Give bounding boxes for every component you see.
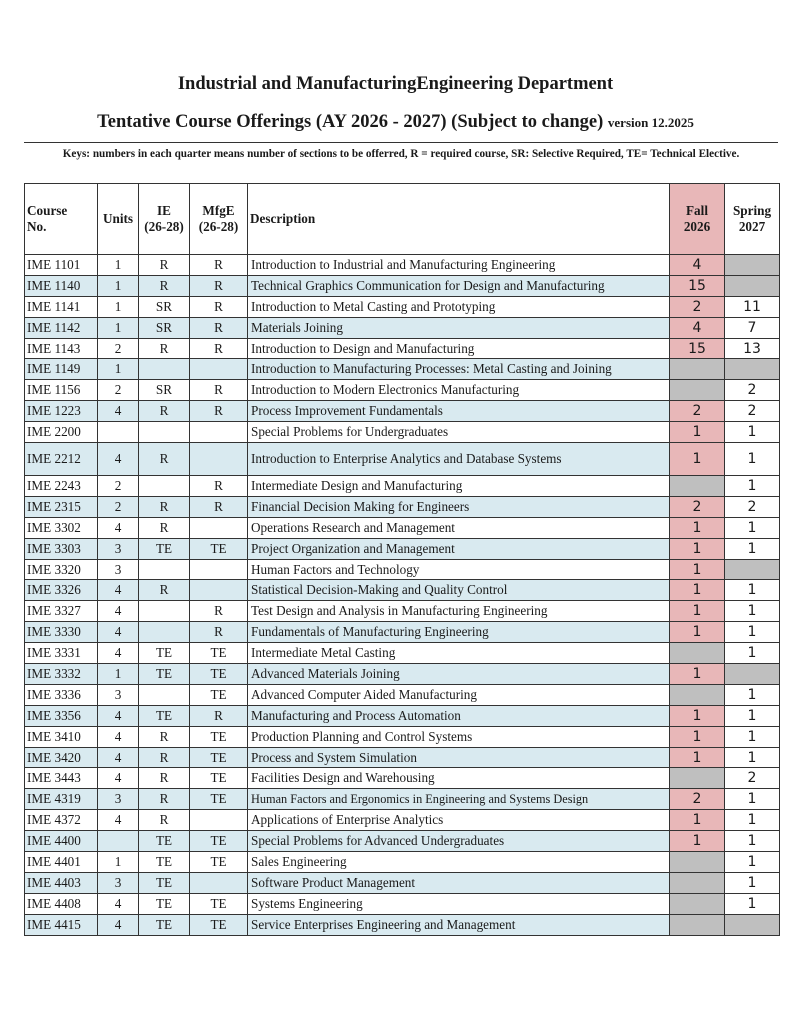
course-no-cell: IME 1149 <box>25 359 98 380</box>
mfge-cell <box>190 580 248 601</box>
course-no-cell: IME 3336 <box>25 684 98 705</box>
ie-cell: R <box>139 275 190 296</box>
offerings-title: Tentative Course Offerings (AY 2026 - 2027) (Subject to change) <box>97 112 604 132</box>
ie-cell: R <box>139 496 190 517</box>
units-cell: 4 <box>98 601 139 622</box>
table-row <box>25 422 780 443</box>
course-no-cell: IME 2212 <box>25 443 98 476</box>
table-row <box>25 852 780 873</box>
ie-cell: R <box>139 443 190 476</box>
ie-cell <box>139 359 190 380</box>
description-cell: Introduction to Industrial and Manufacturing Engineering <box>248 255 670 276</box>
course-no-cell: IME 1140 <box>25 275 98 296</box>
spring-sections-cell: 1 <box>725 622 780 643</box>
description-cell: Introduction to Manufacturing Processes: Metal Casting and Joining <box>248 359 670 380</box>
description-cell: Sales Engineering <box>248 852 670 873</box>
ie-cell: R <box>139 810 190 831</box>
description-cell: Introduction to Metal Casting and Prototyping <box>248 296 670 317</box>
table-row <box>25 317 780 338</box>
table-row <box>25 517 780 538</box>
department-title: Industrial and ManufacturingEngineering Department <box>177 74 614 94</box>
table-row <box>25 496 780 517</box>
mfge-cell: R <box>190 275 248 296</box>
spring-sections-cell: 1 <box>725 643 780 664</box>
units-cell: 1 <box>98 296 139 317</box>
units-cell: 1 <box>98 359 139 380</box>
mfge-cell: TE <box>190 768 248 789</box>
table-row <box>25 359 780 380</box>
spring-sections-cell: 2 <box>725 496 780 517</box>
spring-sections-cell: 1 <box>725 726 780 747</box>
spring-sections-cell <box>725 914 780 935</box>
course-no-cell: IME 2243 <box>25 476 98 497</box>
fall-sections-cell: 1 <box>670 664 725 685</box>
mfge-cell: TE <box>190 852 248 873</box>
units-cell: 4 <box>98 726 139 747</box>
units-cell: 4 <box>98 643 139 664</box>
course-no-cell: IME 4408 <box>25 893 98 914</box>
fall-sections-cell: 4 <box>670 255 725 276</box>
fall-sections-cell: 2 <box>670 789 725 810</box>
fall-sections-cell <box>670 893 725 914</box>
fall-sections-cell: 1 <box>670 747 725 768</box>
table-row <box>25 443 780 476</box>
keys-legend: Keys: numbers in each quarter means number of sections to be offerred, R = required course, SR: Selective Required, TE= Technical Elective. <box>62 148 740 160</box>
mfge-cell <box>190 810 248 831</box>
units-cell: 3 <box>98 559 139 580</box>
units-cell: 4 <box>98 747 139 768</box>
table-row <box>25 872 780 893</box>
mfge-cell: TE <box>190 893 248 914</box>
spring-sections-cell <box>725 559 780 580</box>
mfge-cell: R <box>190 476 248 497</box>
mfge-cell <box>190 422 248 443</box>
spring-sections-cell: 2 <box>725 380 780 401</box>
description-cell: Process Improvement Fundamentals <box>248 401 670 422</box>
fall-sections-cell: 1 <box>670 601 725 622</box>
ie-cell: R <box>139 726 190 747</box>
course-no-cell: IME 1223 <box>25 401 98 422</box>
table-row <box>25 296 780 317</box>
course-no-cell: IME 1141 <box>25 296 98 317</box>
col-course-no: Course No. <box>25 184 98 255</box>
units-cell: 4 <box>98 914 139 935</box>
course-no-cell: IME 3356 <box>25 705 98 726</box>
fall-sections-cell <box>670 476 725 497</box>
table-row <box>25 789 780 810</box>
col-description: Description <box>248 184 670 255</box>
description-cell: Operations Research and Management <box>248 517 670 538</box>
version-label: version 12.2025 <box>607 115 694 130</box>
description-cell: Facilities Design and Warehousing <box>248 768 670 789</box>
fall-sections-cell: 15 <box>670 338 725 359</box>
col-units: Units <box>98 184 139 255</box>
description-cell: Technical Graphics Communication for Design and Manufacturing <box>248 275 670 296</box>
units-cell: 4 <box>98 443 139 476</box>
title-divider <box>24 142 778 143</box>
description-cell: Special Problems for Advanced Undergraduates <box>248 831 670 852</box>
description-cell: Introduction to Modern Electronics Manufacturing <box>248 380 670 401</box>
ie-cell: TE <box>139 872 190 893</box>
ie-cell: TE <box>139 914 190 935</box>
mfge-cell: TE <box>190 789 248 810</box>
mfge-cell <box>190 872 248 893</box>
description-cell: Human Factors and Technology <box>248 559 670 580</box>
fall-sections-cell: 1 <box>670 622 725 643</box>
table-row <box>25 705 780 726</box>
description-cell: Materials Joining <box>248 317 670 338</box>
units-cell: 4 <box>98 580 139 601</box>
mfge-cell: TE <box>190 726 248 747</box>
mfge-cell: TE <box>190 831 248 852</box>
fall-sections-cell: 2 <box>670 496 725 517</box>
spring-sections-cell: 1 <box>725 747 780 768</box>
fall-sections-cell: 1 <box>670 559 725 580</box>
fall-sections-cell: 1 <box>670 831 725 852</box>
table-row <box>25 401 780 422</box>
ie-cell <box>139 422 190 443</box>
fall-sections-cell: 4 <box>670 317 725 338</box>
description-cell: Special Problems for Undergraduates <box>248 422 670 443</box>
units-cell: 3 <box>98 538 139 559</box>
mfge-cell <box>190 559 248 580</box>
spring-sections-cell: 11 <box>725 296 780 317</box>
ie-cell <box>139 684 190 705</box>
units-cell: 2 <box>98 496 139 517</box>
units-cell <box>98 831 139 852</box>
ie-cell: R <box>139 768 190 789</box>
mfge-cell: R <box>190 255 248 276</box>
spring-sections-cell: 1 <box>725 789 780 810</box>
spring-sections-cell: 1 <box>725 684 780 705</box>
page-title <box>0 112 791 133</box>
mfge-cell: TE <box>190 747 248 768</box>
course-no-cell: IME 3302 <box>25 517 98 538</box>
mfge-cell: R <box>190 401 248 422</box>
mfge-cell: TE <box>190 538 248 559</box>
table-row <box>25 726 780 747</box>
spring-sections-cell <box>725 359 780 380</box>
spring-sections-cell <box>725 664 780 685</box>
description-cell: Service Enterprises Engineering and Management <box>248 914 670 935</box>
ie-cell: R <box>139 255 190 276</box>
ie-cell <box>139 622 190 643</box>
units-cell: 4 <box>98 893 139 914</box>
mfge-cell: R <box>190 296 248 317</box>
spring-sections-cell: 2 <box>725 401 780 422</box>
fall-sections-cell: 2 <box>670 296 725 317</box>
table-row <box>25 580 780 601</box>
units-cell: 2 <box>98 476 139 497</box>
spring-sections-cell: 1 <box>725 476 780 497</box>
fall-sections-cell <box>670 914 725 935</box>
description-cell: Systems Engineering <box>248 893 670 914</box>
fall-sections-cell: 1 <box>670 580 725 601</box>
spring-sections-cell: 1 <box>725 852 780 873</box>
course-no-cell: IME 3330 <box>25 622 98 643</box>
course-no-cell: IME 4415 <box>25 914 98 935</box>
fall-sections-cell: 1 <box>670 726 725 747</box>
ie-cell: TE <box>139 643 190 664</box>
table-row <box>25 622 780 643</box>
description-cell: Financial Decision Making for Engineers <box>248 496 670 517</box>
mfge-cell: R <box>190 496 248 517</box>
fall-sections-cell: 2 <box>670 401 725 422</box>
description-cell: Advanced Computer Aided Manufacturing <box>248 684 670 705</box>
mfge-cell: R <box>190 380 248 401</box>
fall-sections-cell <box>670 768 725 789</box>
course-no-cell: IME 1101 <box>25 255 98 276</box>
mfge-cell: R <box>190 317 248 338</box>
table-row <box>25 914 780 935</box>
course-no-cell: IME 4403 <box>25 872 98 893</box>
table-row <box>25 538 780 559</box>
fall-sections-cell: 1 <box>670 422 725 443</box>
col-mfge: MfgE (26-28) <box>190 184 248 255</box>
course-no-cell: IME 3410 <box>25 726 98 747</box>
ie-cell: R <box>139 401 190 422</box>
course-no-cell: IME 4400 <box>25 831 98 852</box>
fall-sections-cell <box>670 852 725 873</box>
units-cell: 2 <box>98 380 139 401</box>
course-no-cell: IME 3326 <box>25 580 98 601</box>
table-row <box>25 831 780 852</box>
ie-cell: R <box>139 580 190 601</box>
table-row <box>25 768 780 789</box>
course-no-cell: IME 3320 <box>25 559 98 580</box>
spring-sections-cell <box>725 275 780 296</box>
course-no-cell: IME 4319 <box>25 789 98 810</box>
description-cell: Manufacturing and Process Automation <box>248 705 670 726</box>
ie-cell: TE <box>139 705 190 726</box>
units-cell: 4 <box>98 517 139 538</box>
mfge-cell: TE <box>190 643 248 664</box>
description-cell: Advanced Materials Joining <box>248 664 670 685</box>
fall-sections-cell: 1 <box>670 810 725 831</box>
table-row <box>25 893 780 914</box>
ie-cell: R <box>139 338 190 359</box>
spring-sections-cell: 1 <box>725 443 780 476</box>
course-no-cell: IME 2200 <box>25 422 98 443</box>
mfge-cell <box>190 517 248 538</box>
units-cell: 3 <box>98 789 139 810</box>
table-row <box>25 643 780 664</box>
ie-cell: SR <box>139 317 190 338</box>
fall-sections-cell: 15 <box>670 275 725 296</box>
course-no-cell: IME 2315 <box>25 496 98 517</box>
ie-cell: R <box>139 517 190 538</box>
fall-sections-cell <box>670 684 725 705</box>
ie-cell: R <box>139 789 190 810</box>
spring-sections-cell: 7 <box>725 317 780 338</box>
description-cell: Software Product Management <box>248 872 670 893</box>
mfge-cell: R <box>190 622 248 643</box>
spring-sections-cell: 1 <box>725 517 780 538</box>
fall-sections-cell: 1 <box>670 705 725 726</box>
description-cell: Human Factors and Ergonomics in Engineering and Systems Design <box>248 789 670 810</box>
course-no-cell: IME 3332 <box>25 664 98 685</box>
mfge-cell: R <box>190 601 248 622</box>
course-no-cell: IME 1142 <box>25 317 98 338</box>
spring-sections-cell: 1 <box>725 580 780 601</box>
description-cell: Production Planning and Control Systems <box>248 726 670 747</box>
spring-sections-cell: 13 <box>725 338 780 359</box>
ie-cell: TE <box>139 831 190 852</box>
units-cell: 1 <box>98 317 139 338</box>
col-ie: IE (26-28) <box>139 184 190 255</box>
spring-sections-cell: 1 <box>725 831 780 852</box>
spring-sections-cell: 1 <box>725 601 780 622</box>
course-no-cell: IME 3420 <box>25 747 98 768</box>
fall-sections-cell <box>670 643 725 664</box>
table-row <box>25 255 780 276</box>
spring-sections-cell: 1 <box>725 538 780 559</box>
description-cell: Introduction to Design and Manufacturing <box>248 338 670 359</box>
spring-sections-cell <box>725 255 780 276</box>
description-cell: Process and System Simulation <box>248 747 670 768</box>
course-no-cell: IME 3327 <box>25 601 98 622</box>
description-cell: Introduction to Enterprise Analytics and Database Systems <box>248 443 670 476</box>
course-offerings-table <box>24 183 780 936</box>
table-row <box>25 338 780 359</box>
course-no-cell: IME 4372 <box>25 810 98 831</box>
table-row <box>25 684 780 705</box>
table-row <box>25 810 780 831</box>
ie-cell: SR <box>139 380 190 401</box>
description-cell: Fundamentals of Manufacturing Engineering <box>248 622 670 643</box>
course-no-cell: IME 3443 <box>25 768 98 789</box>
fall-sections-cell <box>670 872 725 893</box>
description-cell: Project Organization and Management <box>248 538 670 559</box>
ie-cell <box>139 559 190 580</box>
mfge-cell <box>190 359 248 380</box>
units-cell: 1 <box>98 852 139 873</box>
course-no-cell: IME 3303 <box>25 538 98 559</box>
spring-sections-cell: 1 <box>725 422 780 443</box>
ie-cell: SR <box>139 296 190 317</box>
units-cell: 2 <box>98 338 139 359</box>
table-row <box>25 380 780 401</box>
units-cell: 1 <box>98 664 139 685</box>
mfge-cell: TE <box>190 914 248 935</box>
description-cell: Test Design and Analysis in Manufacturing Engineering <box>248 601 670 622</box>
units-cell: 4 <box>98 705 139 726</box>
table-row <box>25 747 780 768</box>
table-row <box>25 601 780 622</box>
fall-sections-cell <box>670 359 725 380</box>
units-cell: 3 <box>98 872 139 893</box>
spring-sections-cell: 1 <box>725 893 780 914</box>
mfge-cell <box>190 443 248 476</box>
ie-cell: TE <box>139 852 190 873</box>
table-row <box>25 559 780 580</box>
col-spring-2027: Spring 2027 <box>725 184 780 255</box>
description-cell: Statistical Decision-Making and Quality Control <box>248 580 670 601</box>
ie-cell: TE <box>139 538 190 559</box>
fall-sections-cell: 1 <box>670 538 725 559</box>
course-no-cell: IME 1156 <box>25 380 98 401</box>
units-cell: 1 <box>98 255 139 276</box>
units-cell: 4 <box>98 768 139 789</box>
units-cell: 1 <box>98 275 139 296</box>
table-row <box>25 476 780 497</box>
table-row <box>25 664 780 685</box>
fall-sections-cell: 1 <box>670 443 725 476</box>
ie-cell: R <box>139 747 190 768</box>
course-no-cell: IME 3331 <box>25 643 98 664</box>
ie-cell: TE <box>139 664 190 685</box>
ie-cell <box>139 601 190 622</box>
spring-sections-cell: 2 <box>725 768 780 789</box>
ie-cell: TE <box>139 893 190 914</box>
mfge-cell: R <box>190 705 248 726</box>
units-cell: 4 <box>98 622 139 643</box>
description-cell: Intermediate Design and Manufacturing <box>248 476 670 497</box>
fall-sections-cell <box>670 380 725 401</box>
spring-sections-cell: 1 <box>725 810 780 831</box>
units-cell: 3 <box>98 684 139 705</box>
spring-sections-cell: 1 <box>725 872 780 893</box>
table-row <box>25 275 780 296</box>
units-cell: 4 <box>98 401 139 422</box>
mfge-cell: R <box>190 338 248 359</box>
course-no-cell: IME 1143 <box>25 338 98 359</box>
units-cell <box>98 422 139 443</box>
fall-sections-cell: 1 <box>670 517 725 538</box>
ie-cell <box>139 476 190 497</box>
description-cell: Intermediate Metal Casting <box>248 643 670 664</box>
spring-sections-cell: 1 <box>725 705 780 726</box>
description-cell: Applications of Enterprise Analytics <box>248 810 670 831</box>
mfge-cell: TE <box>190 664 248 685</box>
mfge-cell: TE <box>190 684 248 705</box>
course-no-cell: IME 4401 <box>25 852 98 873</box>
units-cell: 4 <box>98 810 139 831</box>
table-header-row <box>25 184 780 255</box>
col-fall-2026: Fall 2026 <box>670 184 725 255</box>
